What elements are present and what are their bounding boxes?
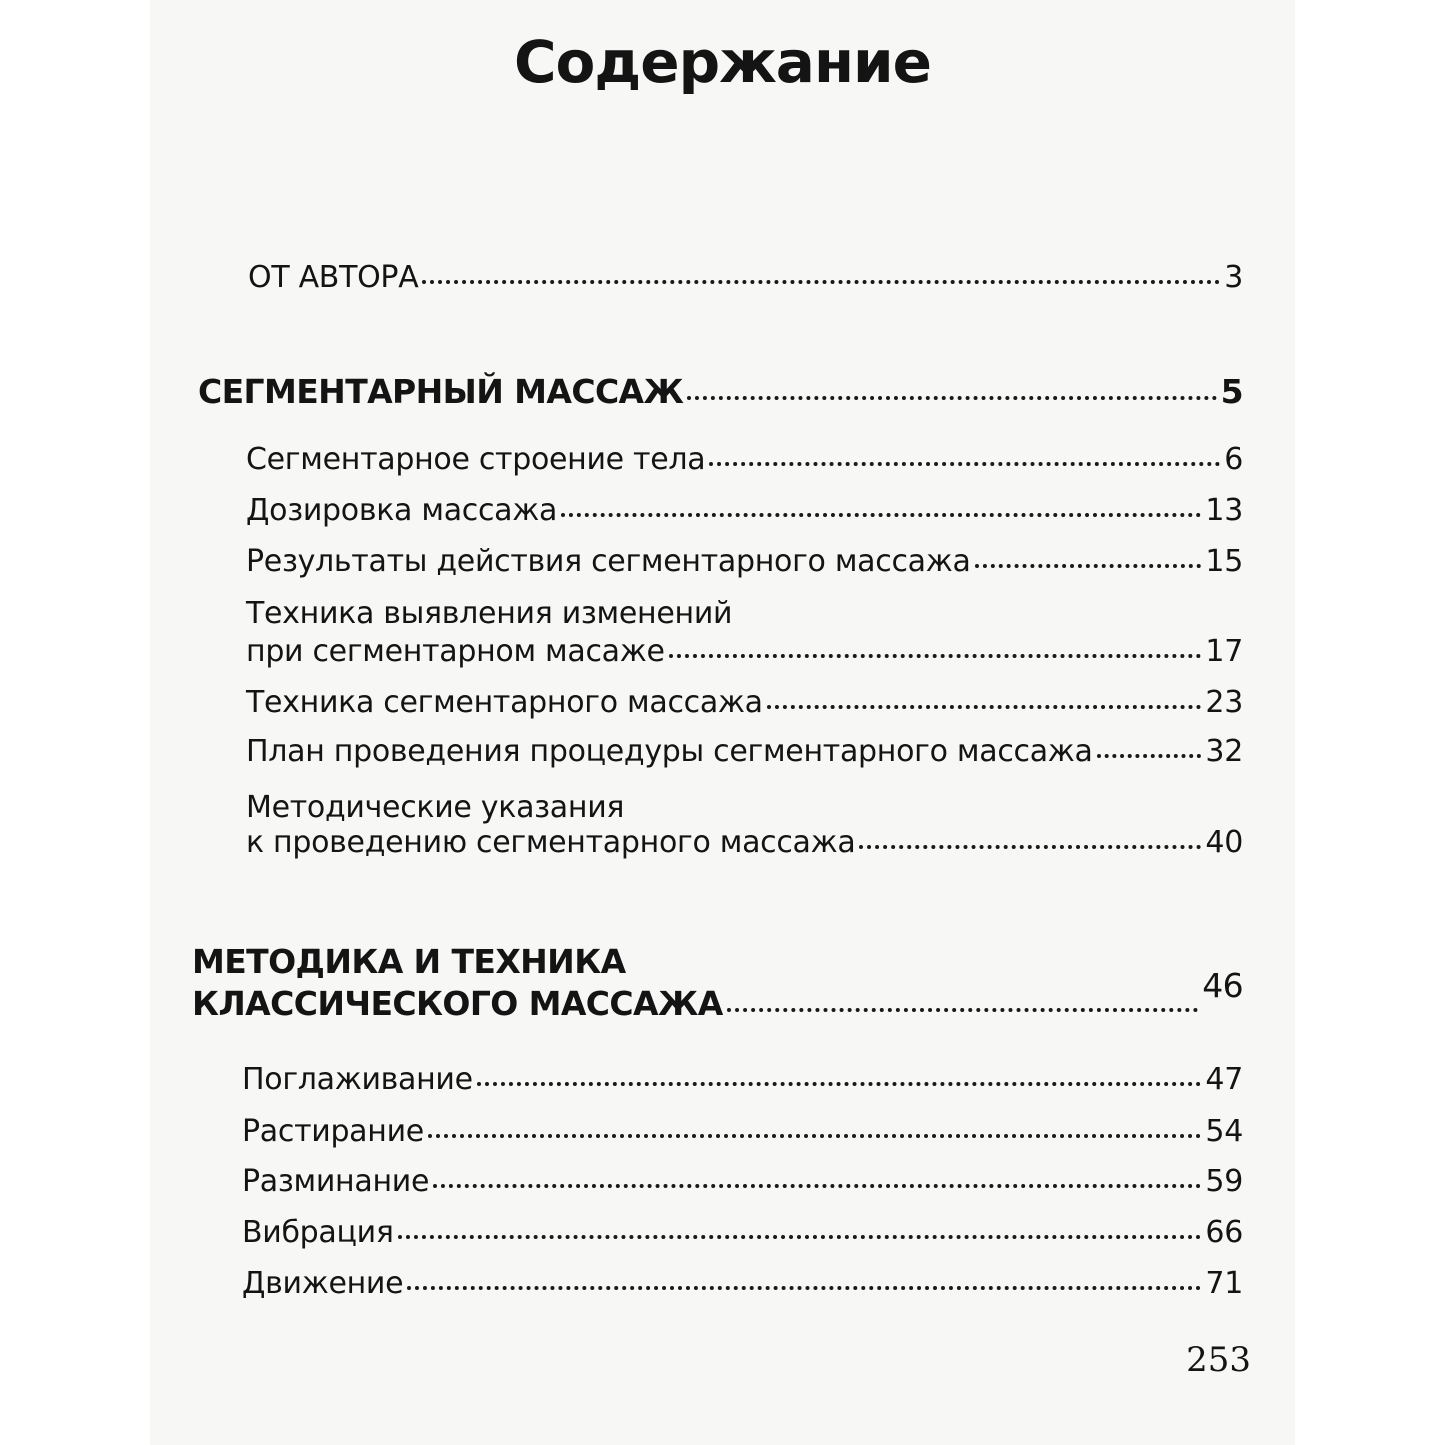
leader-dots (561, 513, 1201, 517)
toc-entry-first-line: Техника выявления изменений (246, 596, 733, 631)
toc-entry-label: План проведения процедуры сегментарного массажа (246, 734, 1093, 769)
leader-dots (687, 396, 1216, 400)
leader-dots (767, 705, 1202, 709)
toc-entry-author (248, 258, 1243, 298)
toc-entry-page: 15 (1205, 544, 1243, 579)
toc-entry-label: Поглаживание (242, 1062, 473, 1097)
toc-entry (246, 732, 1243, 772)
leader-dots (428, 1134, 1201, 1138)
toc-section-segmental (198, 372, 1243, 412)
page-title: Содержание (513, 28, 931, 96)
toc-entry-page: 47 (1205, 1062, 1243, 1097)
book-page (150, 0, 1295, 1445)
toc-entry-page: 59 (1205, 1164, 1243, 1199)
toc-section-classic (192, 966, 1243, 1024)
toc-entry-label: Вибрация (242, 1215, 394, 1250)
toc-entry-page: 66 (1205, 1215, 1243, 1250)
toc-entry-page: 54 (1205, 1114, 1243, 1149)
toc-entry (246, 823, 1243, 863)
leader-dots (727, 1008, 1199, 1012)
toc-entry (246, 632, 1243, 672)
page-number: 253 (1186, 1340, 1251, 1380)
toc-section-page: 5 (1220, 372, 1243, 411)
toc-entry-page: 23 (1205, 685, 1243, 720)
leader-dots (1097, 754, 1202, 758)
toc-entry-label: Разминание (242, 1164, 430, 1199)
toc-entry-page: 71 (1205, 1266, 1243, 1301)
toc-entry (246, 491, 1243, 531)
toc-entry-page: 40 (1205, 825, 1243, 860)
leader-dots (422, 280, 1220, 284)
toc-section-page: 46 (1202, 966, 1243, 1005)
toc-entry-page: 32 (1205, 734, 1243, 769)
toc-entry-first-line: Методические указания (246, 790, 625, 825)
toc-entry (242, 1213, 1243, 1253)
toc-entry (242, 1112, 1243, 1152)
leader-dots (975, 564, 1202, 568)
toc-entry-label: при сегментарном масаже (246, 634, 665, 669)
leader-dots (407, 1286, 1201, 1290)
leader-dots (859, 845, 1201, 849)
toc-section-label: КЛАССИЧЕСКОГО МАССАЖА (192, 984, 723, 1023)
toc-entry-label: к проведению сегментарного массажа (246, 825, 856, 860)
toc-entry-page: 3 (1224, 260, 1243, 295)
toc-entry-label: Сегментарное строение тела (246, 442, 706, 477)
leader-dots (477, 1082, 1202, 1086)
toc-section-label: СЕГМЕНТАРНЫЙ МАССАЖ (198, 372, 684, 411)
toc-entry (242, 1162, 1243, 1202)
toc-section-first-line: МЕТОДИКА И ТЕХНИКА (192, 942, 626, 981)
toc-entry-page: 17 (1205, 634, 1243, 669)
toc-entry (246, 683, 1243, 723)
leader-dots (398, 1235, 1202, 1239)
toc-entry-label: Движение (242, 1266, 404, 1301)
toc-entry-label: Техника сегментарного массажа (246, 685, 763, 720)
leader-dots (669, 654, 1202, 658)
toc-entry-page: 6 (1224, 442, 1243, 477)
toc-entry-label: Результаты действия сегментарного массажа (246, 544, 971, 579)
toc-entry (246, 440, 1243, 480)
toc-entry-label: Растирание (242, 1114, 424, 1149)
toc-entry (246, 542, 1243, 582)
toc-entry-page: 13 (1205, 493, 1243, 528)
leader-dots (433, 1184, 1201, 1188)
leader-dots (709, 462, 1220, 466)
toc-entry-label: Дозировка массажа (246, 493, 558, 528)
toc-entry-label: ОТ АВТОРА (248, 260, 419, 295)
toc-entry (242, 1060, 1243, 1100)
toc-entry (242, 1264, 1243, 1304)
